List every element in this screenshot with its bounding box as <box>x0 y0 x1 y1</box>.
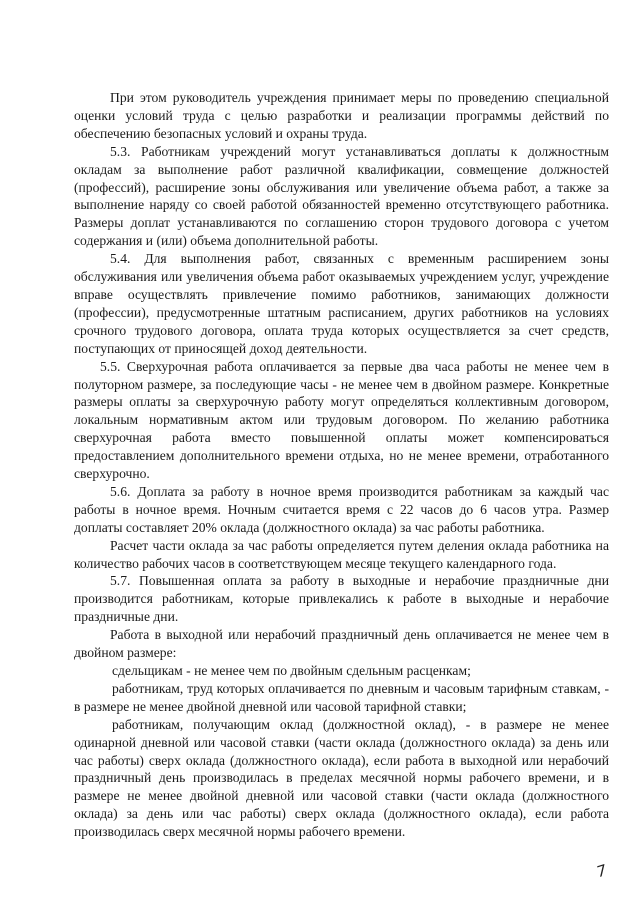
paragraph-tariff-workers: работникам, труд которых оплачивается по дневным и часовым тарифным ставкам, - в размере не менее двойной дневной или часовой тарифной ставки; <box>74 680 609 714</box>
paragraph-salaried-workers: работникам, получающим оклад (должностной оклад), - в размере не менее одинарной дневной или часовой ставки (части оклада (должностного оклада) за день или час работы) сверх оклада (должностного оклада), если работа в выходной или нерабочий праздничный день производилась в пределах месячной нормы рабочего времени, и в размере не менее двойной дневной или часовой ставки (части оклада (должностного оклада) за день или час работы) сверх оклада (должностного оклада), если работа производилась сверх месячной нормы рабочего времени. <box>74 716 609 840</box>
paragraph-5-4: 5.4. Для выполнения работ, связанных с временным расширением зоны обслуживания или увеличения объема работ оказываемых учреждением услуг, учреждение вправе осуществлять привлечение помимо работников, занимающих должности (профессии), предусмотренные штатным расписанием, других работников на условиях срочного трудового договора, оплата труда которых осуществляется за счет средств, поступающих от приносящей доход деятельности. <box>74 251 609 356</box>
paragraph-5-3: 5.3. Работникам учреждений могут устанавливаться доплаты к должностным окладам за выполнение работ различной квалификации, совмещение должностей (профессий), расширение зоны обслуживания или увеличение объема работ, а также за выполнение наряду со своей работой обязанностей временно отсутствующего работника. Размеры доплат устанавливаются по соглашению сторон трудового договора с учетом содержания и (или) объема дополнительной работы. <box>74 143 609 249</box>
paragraph-piece-workers: сдельщикам - не менее чем по двойным сдельным расценкам; <box>112 663 471 678</box>
page-number-mark: 7 <box>594 860 610 882</box>
paragraph-5-5: 5.5. Сверхурочная работа оплачивается за первые два часа работы не менее чем в полуторном размере, за последующие часы - не менее чем в двойном размере. Конкретные размеры оплаты за сверхурочную работу могут определяться коллективным договором, локальным нормативным актом или трудовым договором. По желанию работника сверхурочная работа вместо повышенной оплаты может компенсироваться предоставлением дополнительного времени отдыха, но не менее времени, отработанного сверхурочно. <box>74 358 609 482</box>
paragraph-5-6: 5.6. Доплата за работу в ночное время производится работникам за каждый час работы в ночное время. Ночным считается время с 22 часов до 6 часов утра. Размер доплаты составляет 20% оклада (должностного оклада) за час работы работника. <box>74 483 609 535</box>
paragraph-holiday-pay: Работа в выходной или нерабочий праздничный день оплачивается не менее чем в двойном размере: <box>74 627 609 661</box>
paragraph-5-7: 5.7. Повышенная оплата за работу в выходные и нерабочие праздничные дни производится работникам, которые привлекались к работе в выходные и нерабочие праздничные дни. <box>74 573 609 625</box>
paragraph-hourly-calc: Расчет части оклада за час работы определяется путем деления оклада работника на количество рабочих часов в соответствующем месяце текущего календарного года. <box>74 537 609 571</box>
paragraph-intro: При этом руководитель учреждения принимает меры по проведению специальной оценки условий труда с целью разработки и реализации программы действий по обеспечению безопасных условий и охраны труда. <box>74 90 609 141</box>
